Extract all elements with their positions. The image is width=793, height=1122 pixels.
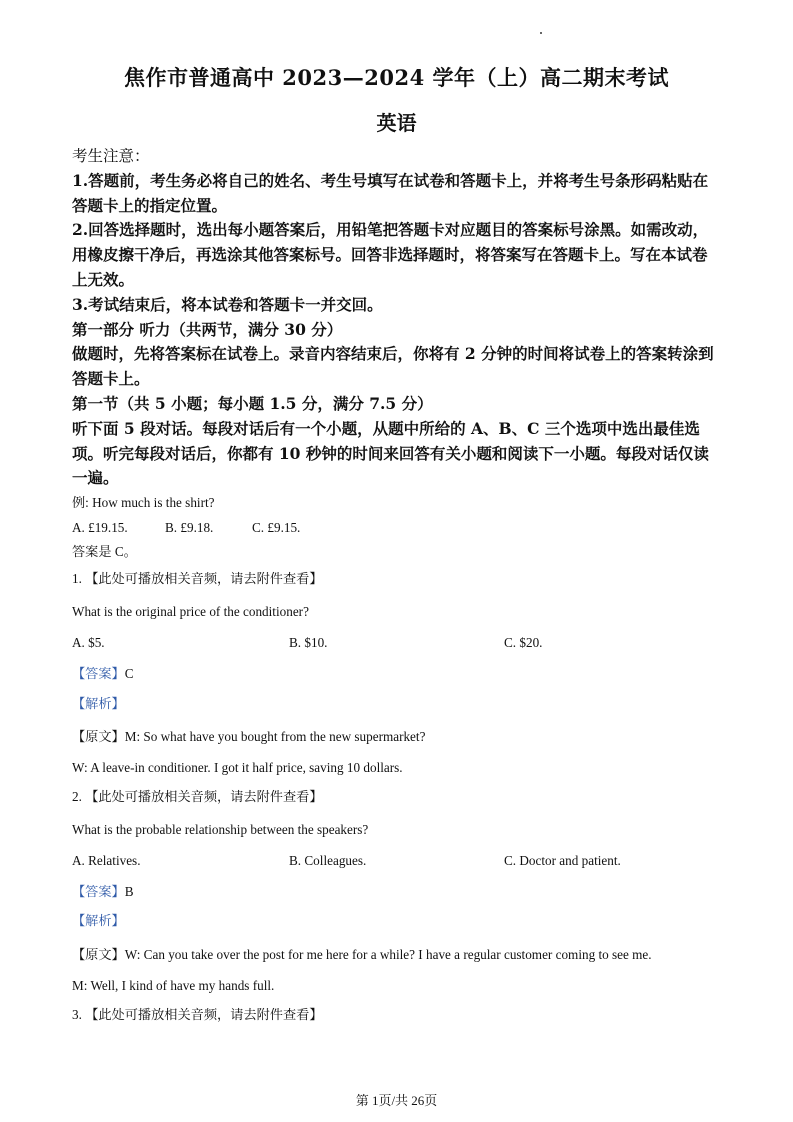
q3-audio-note: 3. 【此处可播放相关音频，请去附件查看】	[72, 1007, 323, 1022]
part1-description: 做题时，先将答案标在试卷上。录音内容结束后，你将有 2 分钟的时间将试卷上的答案转涂到答题卡上。	[72, 344, 714, 389]
q2-question: What is the probable relationship between the speakers?	[72, 822, 369, 837]
example-answer: 答案是 C。	[72, 544, 137, 559]
q2-transcript-tag: 【原文】	[72, 947, 125, 962]
section1-description: 听下面 5 段对话。每段对话后有一个小题，从题中所给的 A、B、C 三个选项中选出最佳选项。听完每段对话后，你都有 10 秒钟的时间来回答有关小题和阅读下一小题。每段对话仅读一遍。	[72, 418, 709, 488]
example-option-c: C. £9.15.	[252, 520, 301, 535]
q2-transcript-2: M: Well, I kind of have my hands full.	[72, 978, 275, 993]
q1-audio-note: 1. 【此处可播放相关音频，请去附件查看】	[72, 571, 323, 586]
q1-answer: C	[124, 666, 134, 681]
example-option-b: B. £9.18.	[165, 520, 214, 535]
q2-analysis-tag: 【解析】	[72, 913, 125, 928]
q1-option-b: B. $10.	[289, 635, 328, 650]
q1-transcript-line-1	[72, 728, 732, 746]
subject-title: 英语	[376, 111, 417, 135]
q2-audio-note: 2. 【此处可播放相关音频，请去附件查看】	[72, 789, 323, 804]
q2-answer-tag: 【答案】	[72, 884, 125, 899]
exam-instructions	[72, 144, 722, 491]
notice-item-2: 2.回答选择题时，选出每小题答案后，用铅笔把答题卡对应题目的答案标号涂黑。如需改动，用橡皮擦干净后，再选涂其他答案标号。回答非选择题时，将答案写在答题卡上。写在本试卷上无效。	[72, 220, 709, 289]
q2-transcript-1: W: Can you take over the post for me here for a while? I have a regular customer coming to see me.	[124, 947, 652, 962]
q1-answer-tag: 【答案】	[72, 666, 125, 681]
notice-heading: 考生注意：	[72, 147, 150, 165]
q2-transcript-line-1	[72, 946, 732, 964]
q2-option-c: C. Doctor and patient.	[504, 853, 621, 868]
part1-heading: 第一部分 听力（共两节，满分 30 分）	[72, 319, 343, 339]
q2-answer-line	[72, 883, 732, 901]
q1-analysis-tag: 【解析】	[72, 696, 125, 711]
notice-item-1: 1.答题前，考生务必将自己的姓名、考生号填写在试卷和答题卡上，并将考生号条形码粘贴在答题卡上的指定位置。	[72, 170, 709, 215]
page-number: 第 1页/共 26页	[355, 1093, 438, 1108]
q1-transcript-2: W: A leave-in conditioner. I got it half price, saving 10 dollars.	[72, 760, 403, 775]
q2-option-a: A. Relatives.	[72, 853, 141, 868]
exam-title: 焦作市普通高中 2023—2024 学年（上）高二期末考试	[123, 65, 669, 90]
example-question: 例: How much is the shirt?	[72, 495, 215, 510]
q2-option-b: B. Colleagues.	[289, 853, 367, 868]
scan-dot	[540, 32, 542, 34]
q1-question: What is the original price of the conditioner?	[72, 604, 309, 619]
section1-heading: 第一节（共 5 小题；每小题 1.5 分，满分 7.5 分）	[72, 393, 433, 413]
q2-answer: B	[124, 884, 134, 899]
q1-answer-line	[72, 665, 732, 683]
example-option-a: A. £19.15.	[72, 520, 128, 535]
q1-option-c: C. $20.	[504, 635, 543, 650]
notice-item-3: 3.考试结束后，将本试卷和答题卡一并交回。	[72, 294, 383, 314]
q1-transcript-tag: 【原文】	[72, 729, 125, 744]
q1-transcript-1: M: So what have you bought from the new supermarket?	[124, 729, 426, 744]
q1-option-a: A. $5.	[72, 635, 105, 650]
